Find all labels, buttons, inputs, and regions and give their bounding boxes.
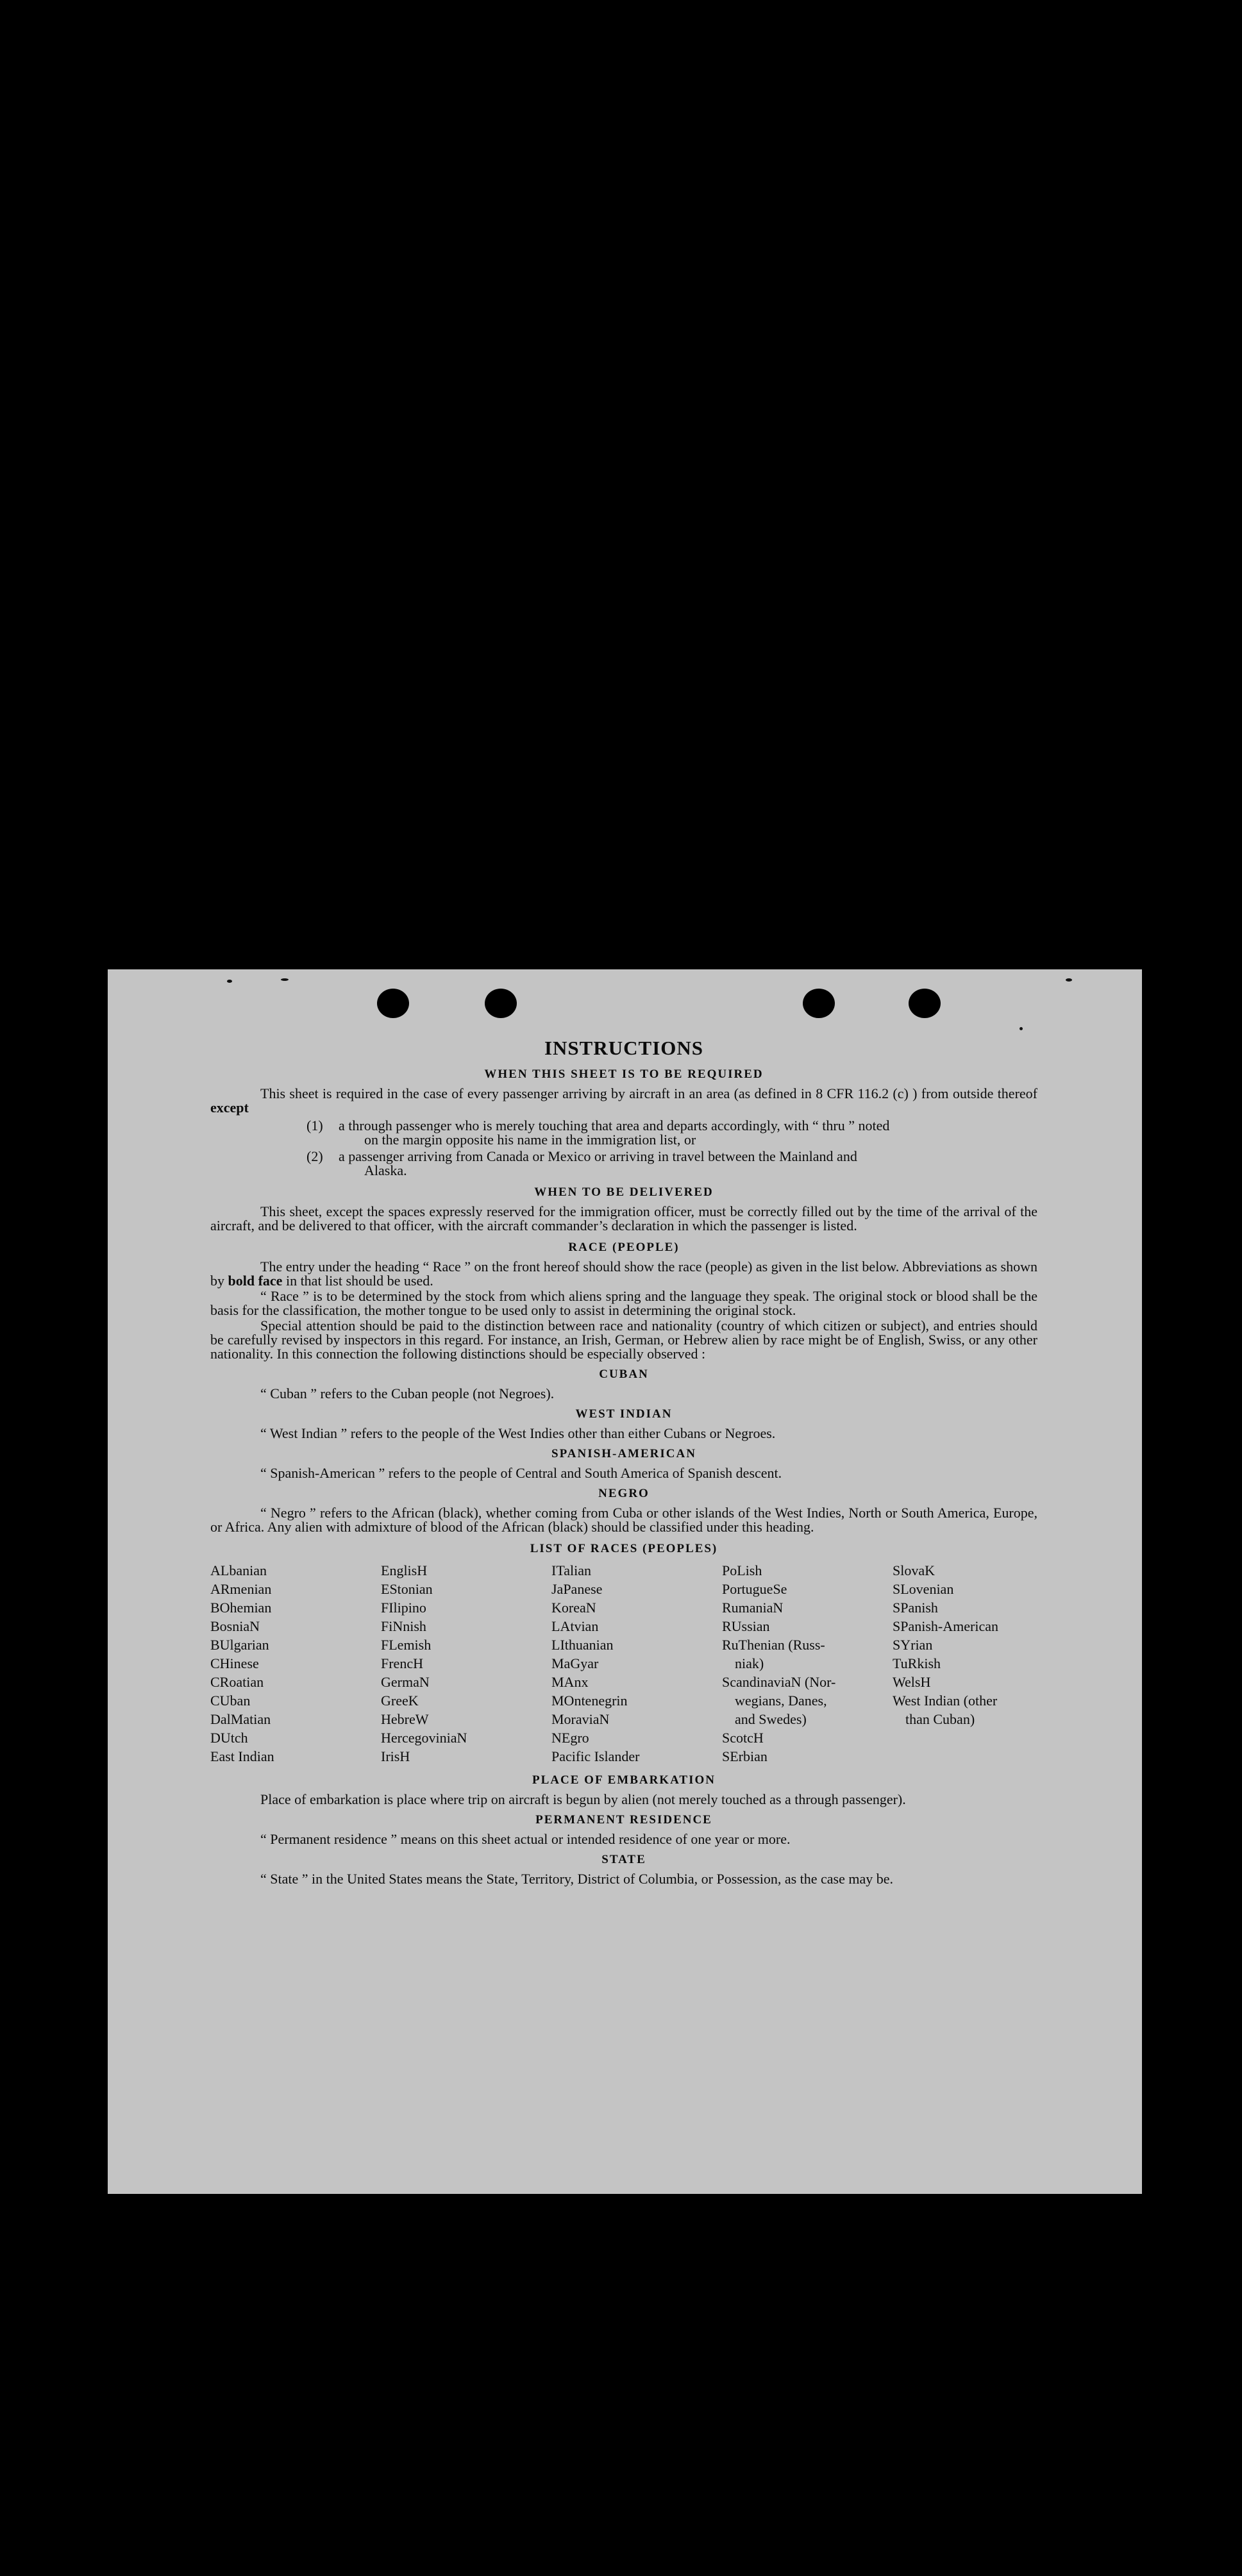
race-entry: NEgro [551, 1730, 589, 1746]
exception-line: a passenger arriving from Canada or Mexico or arriving in travel between the Mainland and [339, 1148, 857, 1164]
paragraph-place-of-embarkation: Place of embarkation is place where trip on aircraft is begun by alien (not merely touched as a through passenger). [260, 1791, 906, 1807]
race-entry: ALbanian [210, 1562, 267, 1578]
races-column [551, 1561, 722, 1766]
race-entry: West Indian (other [893, 1693, 998, 1709]
race-entry: JaPanese [551, 1581, 603, 1597]
race-entry: BOhemian [210, 1600, 272, 1616]
heading-when-delivered: WHEN TO BE DELIVERED [534, 1185, 714, 1199]
paragraph-negro: “ Negro ” refers to the African (black), whether coming from Cuba or other islands of the West Indies, North or South America, Europe, or Africa. Any alien with admixture of blood of the African (black) should be classified under this heading. [210, 1505, 1037, 1535]
paragraph-cuban: “ Cuban ” refers to the Cuban people (not Negroes). [260, 1385, 555, 1401]
race-entry: LAtvian [551, 1618, 599, 1634]
heading-state: STATE [601, 1853, 646, 1866]
speck [281, 978, 289, 981]
race-entry: MOntenegrin [551, 1693, 628, 1709]
race-entry: PoLish [722, 1562, 762, 1578]
page-title: INSTRUCTIONS [544, 1037, 703, 1059]
races-column [722, 1561, 893, 1766]
exception-item [306, 1150, 1037, 1178]
race-entry: than Cuban) [905, 1711, 975, 1727]
race-entry: LIthuanian [551, 1637, 614, 1653]
race-entry: ITalian [551, 1562, 591, 1578]
paragraph-state: “ State ” in the United States means the State, Territory, District of Columbia, or Possession, as the case may be. [260, 1871, 894, 1887]
race-entry: CHinese [210, 1655, 259, 1671]
race-entry: niak) [735, 1655, 764, 1671]
race-entry: RumaniaN [722, 1600, 784, 1616]
exception-number: (1) [306, 1117, 323, 1133]
race-entry: KoreaN [551, 1600, 596, 1616]
race-entry: MaGyar [551, 1655, 599, 1671]
races-column [210, 1561, 381, 1766]
race-entry: EStonian [381, 1581, 433, 1597]
document-body [210, 1037, 1037, 1886]
paragraph-west-indian: “ West Indian ” refers to the people of the West Indies other than either Cubans or Negroes. [260, 1425, 776, 1441]
race-entry: SLovenian [893, 1581, 954, 1597]
race-entry: EnglisH [381, 1562, 428, 1578]
race-entry: Pacific Islander [551, 1748, 640, 1764]
punch-hole [377, 989, 409, 1018]
heading-spanish-american: SPANISH-AMERICAN [551, 1447, 696, 1460]
race-entry: HercegoviniaN [381, 1730, 467, 1746]
races-column [381, 1561, 551, 1766]
race-entry: PortugueSe [722, 1581, 787, 1597]
race-entry: BosniaN [210, 1618, 260, 1634]
paragraph-spanish-american: “ Spanish-American ” refers to the people of Central and South America of Spanish descent. [260, 1465, 782, 1481]
race-text-a: The entry under the heading “ Race ” on the front hereof should show the race (people) as given in the list below. Abbreviations as shown by [210, 1259, 1037, 1289]
race-entry: FIlipino [381, 1600, 426, 1616]
paragraph-when-required [210, 1087, 1037, 1115]
exception-text [339, 1119, 1037, 1147]
exception-line: Alaska. [364, 1162, 407, 1178]
race-text-b: in that list should be used. [285, 1273, 433, 1289]
race-entry: GreeK [381, 1693, 419, 1709]
race-entry: TuRkish [893, 1655, 941, 1671]
exception-item [306, 1119, 1037, 1147]
heading-cuban: CUBAN [599, 1367, 649, 1381]
race-entry: FiNnish [381, 1618, 426, 1634]
race-entry: RUssian [722, 1618, 770, 1634]
except-text: except [210, 1100, 249, 1116]
speck [1066, 978, 1072, 982]
exception-line: a through passenger who is merely touching that area and departs accordingly, with “ thru ” noted [339, 1117, 890, 1133]
heading-list-of-races: LIST OF RACES (PEOPLES) [530, 1542, 718, 1555]
races-table [210, 1561, 1037, 1766]
race-entry: DalMatian [210, 1711, 271, 1727]
race-entry: FLemish [381, 1637, 432, 1653]
paragraph-when-delivered: This sheet, except the spaces expressly reserved for the immigration officer, must be correctly filled out by the time of the arrival of the aircraft, and be delivered to that officer, with the aircraft commander’s declaration in which the passenger is listed. [210, 1203, 1037, 1234]
race-entry: SErbian [722, 1748, 768, 1764]
race-entry: ARmenian [210, 1581, 272, 1597]
paragraph-race-nationality: Special attention should be paid to the distinction between race and nationality (country of which citizen or subject), and entries should be carefully revised by inspectors in this regard. For instance, an Irish, German, or Hebrew alien by race might be of English, Swiss, or any other nationality. In this connection the following distinctions should be especially observed : [210, 1317, 1037, 1362]
heading-permanent-residence: PERMANENT RESIDENCE [535, 1813, 712, 1827]
race-entry: CUban [210, 1693, 251, 1709]
punch-hole [909, 989, 941, 1018]
race-entry: DUtch [210, 1730, 248, 1746]
race-entry: IrisH [381, 1748, 410, 1764]
exception-text [339, 1150, 1037, 1178]
heading-west-indian: WEST INDIAN [575, 1407, 673, 1421]
race-entry: East Indian [210, 1748, 274, 1764]
heading-race: RACE (PEOPLE) [568, 1241, 680, 1254]
heading-place-of-embarkation: PLACE OF EMBARKATION [532, 1773, 716, 1787]
race-entry: HebreW [381, 1711, 429, 1727]
race-entry: ScandinaviaN (Nor- [722, 1674, 836, 1690]
race-entry: ScotcH [722, 1730, 764, 1746]
race-entry: GermaN [381, 1674, 430, 1690]
race-entry: wegians, Danes, [735, 1693, 827, 1709]
heading-negro: NEGRO [598, 1487, 650, 1500]
race-entry: and Swedes) [735, 1711, 807, 1727]
race-entry: MoraviaN [551, 1711, 610, 1727]
race-entry: RuThenian (Russ- [722, 1637, 825, 1653]
speck [1020, 1027, 1023, 1030]
race-entry: SYrian [893, 1637, 933, 1653]
paragraph-race-definition: “ Race ” is to be determined by the stock from which aliens spring and the language they speak. The original stock or blood shall be the basis for the classification, the mother tongue to be used only to assist in determining the original stock. [210, 1288, 1037, 1318]
race-entry: WelsH [893, 1674, 931, 1690]
race-entry: FrencH [381, 1655, 423, 1671]
instruction-sheet [108, 969, 1142, 2194]
punch-hole [485, 989, 517, 1018]
when-required-text: This sheet is required in the case of every passenger arriving by aircraft in an area (as defined in 8 CFR 116.2 (c) ) from outside thereof [260, 1085, 1037, 1101]
exception-line: on the margin opposite his name in the immigration list, or [364, 1132, 696, 1148]
race-entry: SlovaK [893, 1562, 935, 1578]
paragraph-permanent-residence: “ Permanent residence ” means on this sheet actual or intended residence of one year or more. [260, 1831, 791, 1847]
bold-face-text: bold face [228, 1273, 283, 1289]
exception-list [210, 1119, 1037, 1178]
race-entry: MAnx [551, 1674, 589, 1690]
race-entry: SPanish [893, 1600, 938, 1616]
speck [227, 980, 232, 983]
race-entry: BUlgarian [210, 1637, 269, 1653]
heading-when-required: WHEN THIS SHEET IS TO BE REQUIRED [484, 1067, 764, 1081]
paragraph-race-entry [210, 1260, 1037, 1288]
races-column [893, 1561, 1040, 1766]
punch-hole [803, 989, 835, 1018]
exception-number: (2) [306, 1148, 323, 1164]
race-entry: CRoatian [210, 1674, 264, 1690]
race-entry: SPanish-American [893, 1618, 998, 1634]
